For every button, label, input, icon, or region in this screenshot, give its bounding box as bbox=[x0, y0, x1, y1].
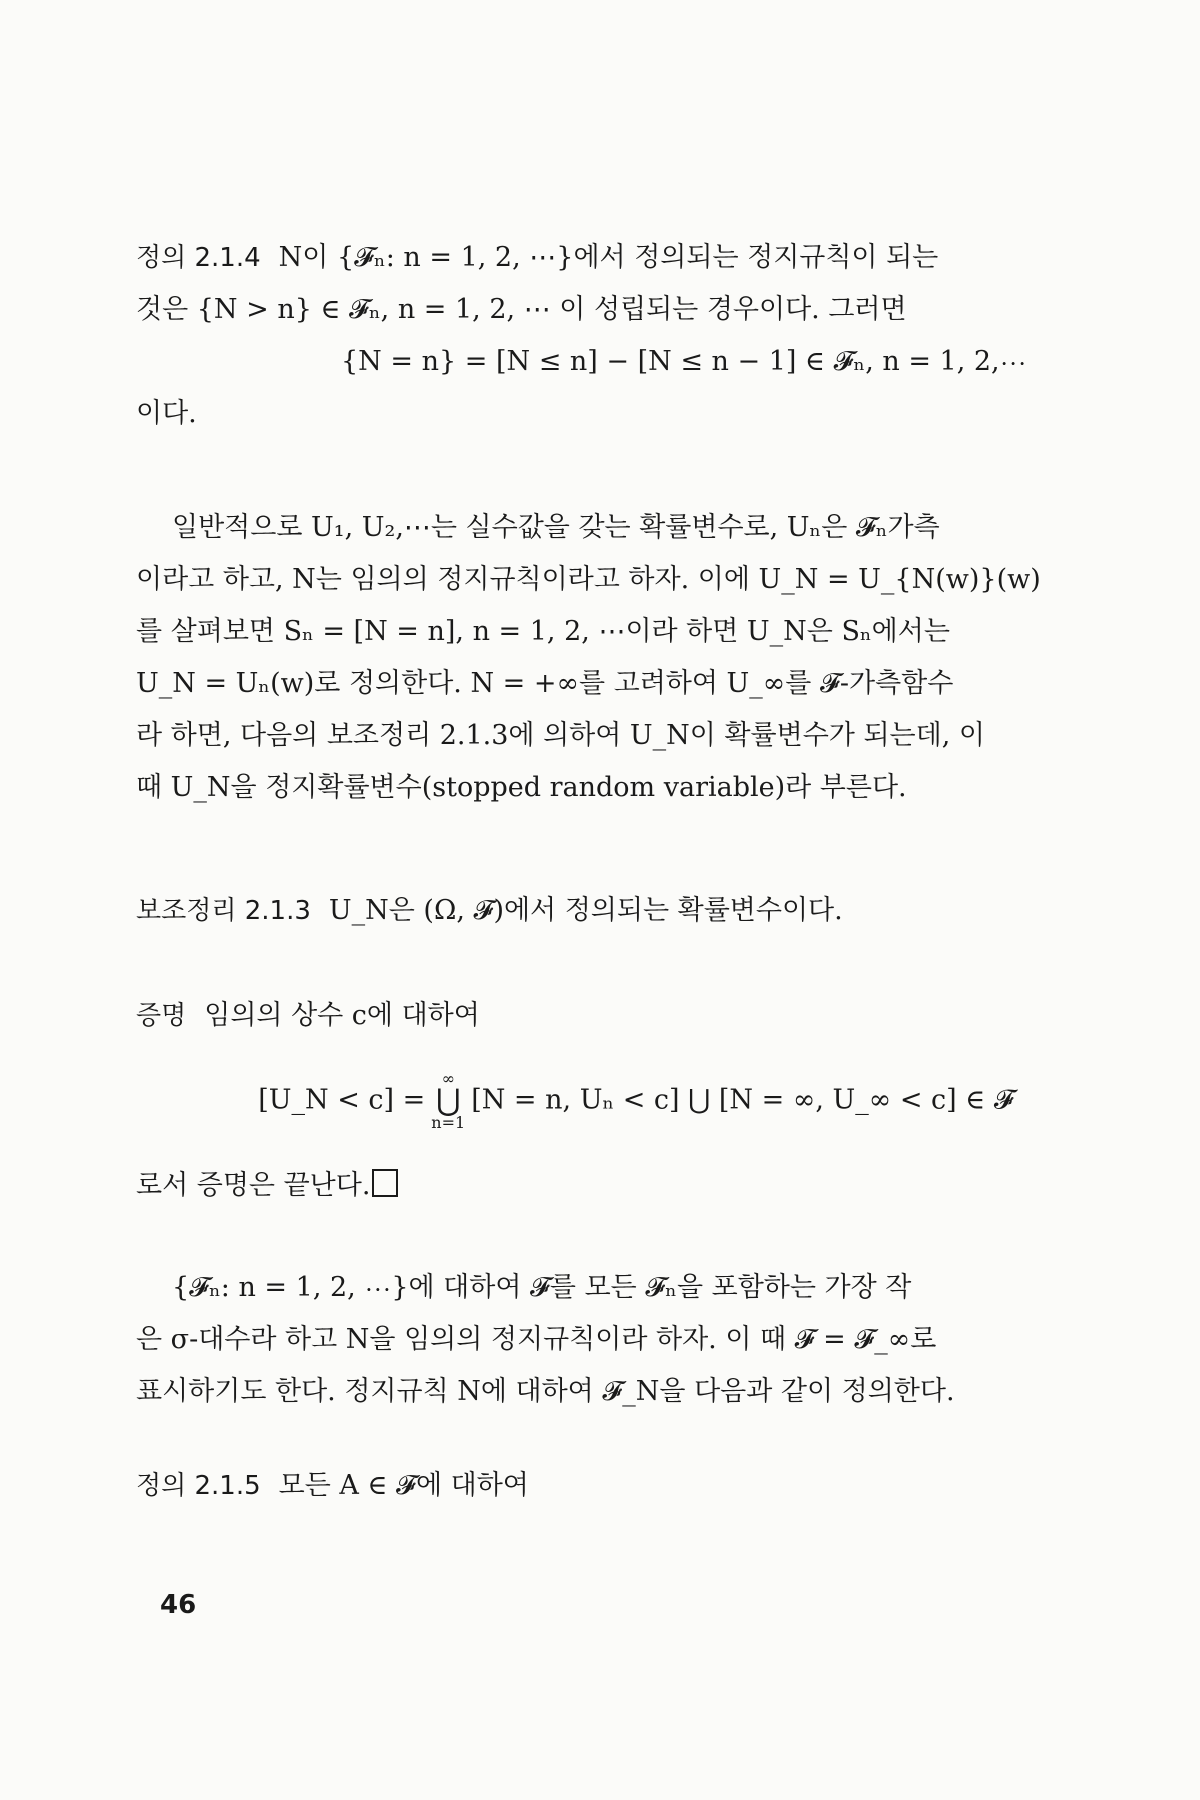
definition-text: 이다. bbox=[136, 398, 197, 429]
equation-left: [U_N < c] = bbox=[258, 1084, 426, 1116]
paragraph-line: U_N = Uₙ(w)로 정의한다. N = +∞를 고려하여 U_∞를 𝓕-가측함수 bbox=[136, 668, 954, 699]
lemma-label: 보조정리 2.1.3 bbox=[136, 896, 311, 926]
page-number: 46 bbox=[160, 1590, 197, 1620]
proof-end-text: 로서 증명은 끝난다. bbox=[136, 1170, 371, 1201]
union-symbol: ⋃ bbox=[435, 1083, 461, 1118]
equation-right: [N = n, Uₙ < c] ⋃ [N = ∞, U_∞ < c] ∈ 𝓕 bbox=[471, 1084, 1014, 1116]
definition-2-1-4 bbox=[136, 232, 1056, 440]
paragraph-stopped-variable bbox=[136, 502, 1056, 814]
paragraph-line: 때 U_N을 정지확률변수(stopped random variable)라 부른다. bbox=[136, 772, 907, 803]
definition-label: 정의 2.1.4 bbox=[136, 243, 261, 273]
definition-text: 것은 {N > n} ∈ 𝓕ₙ, n = 1, 2, ⋯ 이 성립되는 경우이다. 그러면 bbox=[136, 294, 907, 325]
paragraph-line: 를 살펴보면 Sₙ = [N = n], n = 1, 2, ⋯이라 하면 U_N은 Sₙ에서는 bbox=[136, 616, 950, 647]
proof bbox=[136, 990, 1056, 1042]
lemma-text: U_N은 (Ω, 𝓕)에서 정의되는 확률변수이다. bbox=[328, 895, 843, 926]
union-upper-limit: ∞ bbox=[441, 1069, 455, 1088]
proof-equation bbox=[136, 1070, 1096, 1132]
paragraph-line: 표시하기도 한다. 정지규칙 N에 대하여 𝓕_N을 다음과 같이 정의한다. bbox=[136, 1376, 955, 1407]
qed-box-icon bbox=[372, 1169, 398, 1197]
paragraph-line: 라 하면, 다음의 보조정리 2.1.3에 의하여 U_N이 확률변수가 되는데, 이 bbox=[136, 720, 985, 751]
union-lower-limit: n=1 bbox=[431, 1113, 466, 1132]
proof-label: 증명 bbox=[136, 1001, 187, 1031]
paragraph-sigma-algebra bbox=[136, 1262, 1056, 1418]
paragraph-line: {𝓕ₙ: n = 1, 2, ⋯}에 대하여 𝓕를 모든 𝓕ₙ을 포함하는 가장 작 bbox=[172, 1272, 912, 1303]
union-operator bbox=[431, 1070, 465, 1132]
paragraph-line: 일반적으로 U₁, U₂,⋯는 실수값을 갖는 확률변수로, Uₙ은 𝓕ₙ가측 bbox=[172, 512, 940, 543]
lemma-2-1-3 bbox=[136, 885, 1056, 937]
equation: {N = n} = [N ≤ n] − [N ≤ n − 1] ∈ 𝓕ₙ, n = 1, 2,⋯ bbox=[341, 346, 1027, 377]
definition-text: 모든 A ∈ 𝓕에 대하여 bbox=[278, 1470, 529, 1501]
definition-label: 정의 2.1.5 bbox=[136, 1471, 261, 1501]
paragraph-line: 이라고 하고, N는 임의의 정지규칙이라고 하자. 이에 U_N = U_{N(w)}(w) bbox=[136, 564, 1041, 595]
proof-end bbox=[136, 1160, 1056, 1212]
paragraph-line: 은 σ-대수라 하고 N을 임의의 정지규칙이라 하자. 이 때 𝓕 = 𝓕_∞로 bbox=[136, 1324, 937, 1355]
definition-text: N이 {𝓕ₙ: n = 1, 2, ⋯}에서 정의되는 정지규칙이 되는 bbox=[278, 242, 939, 273]
proof-text: 임의의 상수 c에 대하여 bbox=[204, 1000, 480, 1031]
definition-2-1-5 bbox=[136, 1460, 1056, 1512]
